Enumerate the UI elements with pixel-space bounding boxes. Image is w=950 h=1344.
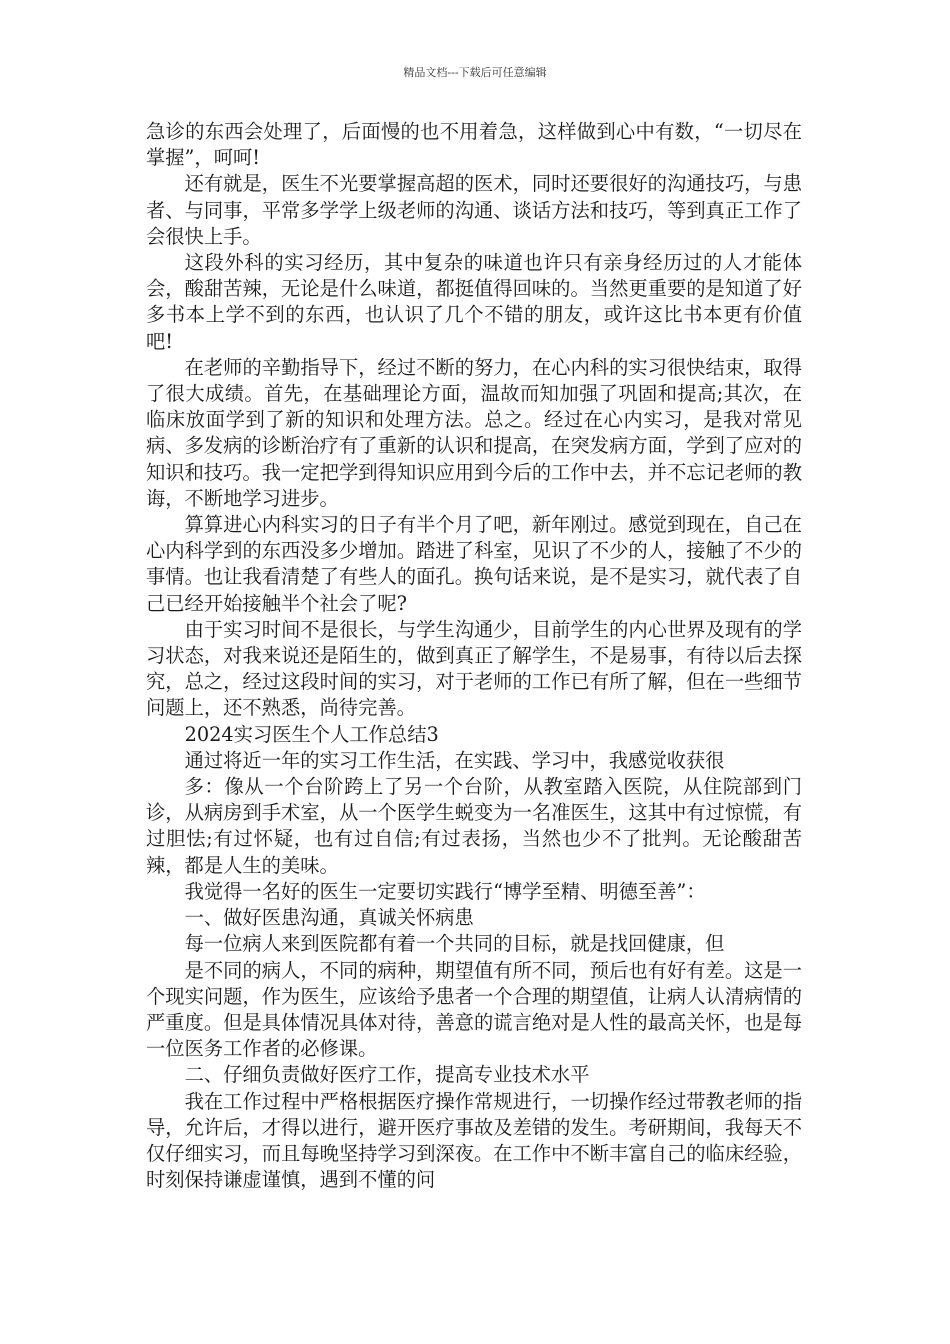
- paragraph: 我觉得一名好的医生一定要切实践行“博学至精、明德至善”：: [184, 879, 706, 903]
- paragraph: 算算进心内科实习的日子有半个月了吧，新年刚过。感觉到现在，自己在心内科学到的东西没多少增加。踏进了科室，见识了不少的人，接触了不少的事情。也让我看清楚了有些人的面孔。换句话来说，是不是实习，就代表了自己已经开始接触半个社会了呢?: [146, 513, 802, 615]
- paragraph: 还有就是，医生不光要掌握高超的医术，同时还要很好的沟通技巧，与患者、与同事，平常多学学上级老师的沟通、谈话方法和技巧，等到真正工作了会很快上手。: [146, 172, 802, 248]
- document-body: [146, 119, 802, 1193]
- paragraph: 在老师的辛勤指导下，经过不断的努力，在心内科的实习很快结束，取得了很大成绩。首先，在基础理论方面，温故而知加强了巩固和提高;其次，在临床放面学到了新的知识和处理方法。总之。经过在心内实习，是我对常见病、多发病的诊断治疗有了重新的认识和提高，在突发病方面，学到了应对的知识和技巧。我一定把学到得知识应用到今后的工作中去，并不忘记老师的教诲，不断地学习进步。: [146, 355, 802, 510]
- paragraph: 每一位病人来到医院都有着一个共同的目标，就是找回健康，但: [184, 932, 725, 956]
- paragraph: 二、仔细负责做好医疗工作，提高专业技术水平: [184, 1063, 590, 1087]
- paragraph: 2024实习医生个人工作总结3: [184, 722, 439, 746]
- paragraph: 急诊的东西会处理了，后面慢的也不用着急，这样做到心中有数，“一切尽在掌握”，呵呵!: [146, 120, 802, 170]
- paragraph: 是不同的病人，不同的病种，期望值有所不同，预后也有好有差。这是一个现实问题，作为医生，应该给予患者一个合理的期望值，让病人认清病情的严重度。但是具体情况具体对待，善意的谎言绝对是人性的最高关怀，也是每一位医务工作者的必修课。: [146, 958, 802, 1061]
- paragraph: 由于实习时间不是很长，与学生沟通少，目前学生的内心世界及现有的学习状态，对我来说还是陌生的，做到真正了解学生，不是易事，有待以后去探究，总之，经过这段时间的实习，对于老师的工作已有所了解，但在一些细节问题上，还不熟悉，尚待完善。: [146, 617, 802, 720]
- paragraph: 多：像从一个台阶跨上了另一个台阶，从教室踏入医院，从住院部到门诊，从病房到手术室，从一个医学生蜕变为一名准医生，这其中有过惊慌，有过胆怯;有过怀疑，也有过自信;有过表扬，当然也少不了批判。无论酸甜苦辣，都是人生的美味。: [146, 775, 802, 877]
- paragraph: 一、做好医患沟通，真诚关怀病患: [184, 906, 474, 930]
- paragraph: 这段外科的实习经历，其中复杂的味道也许只有亲身经历过的人才能体会，酸甜苦辣，无论是什么味道，都挺值得回味的。当然更重要的是知道了好多书本上学不到的东西，也认识了几个不错的朋友，或许这比书本更有价值吧!: [146, 251, 802, 353]
- paragraph: 通过将近一年的实习工作生活，在实践、学习中，我感觉收获很: [184, 748, 725, 772]
- paragraph: 我在工作过程中严格根据医疗操作常规进行，一切操作经过带教老师的指导，允许后，才得以进行，避开医疗事故及差错的发生。考研期间，我每天不仅仔细实习，而且每晚坚持学习到深夜。在工作中不断丰富自己的临床经验，时刻保持谦虚谨慎，遇到不懂的问: [146, 1089, 802, 1192]
- page-header: 精品文档---下载后可任意编辑: [403, 66, 547, 79]
